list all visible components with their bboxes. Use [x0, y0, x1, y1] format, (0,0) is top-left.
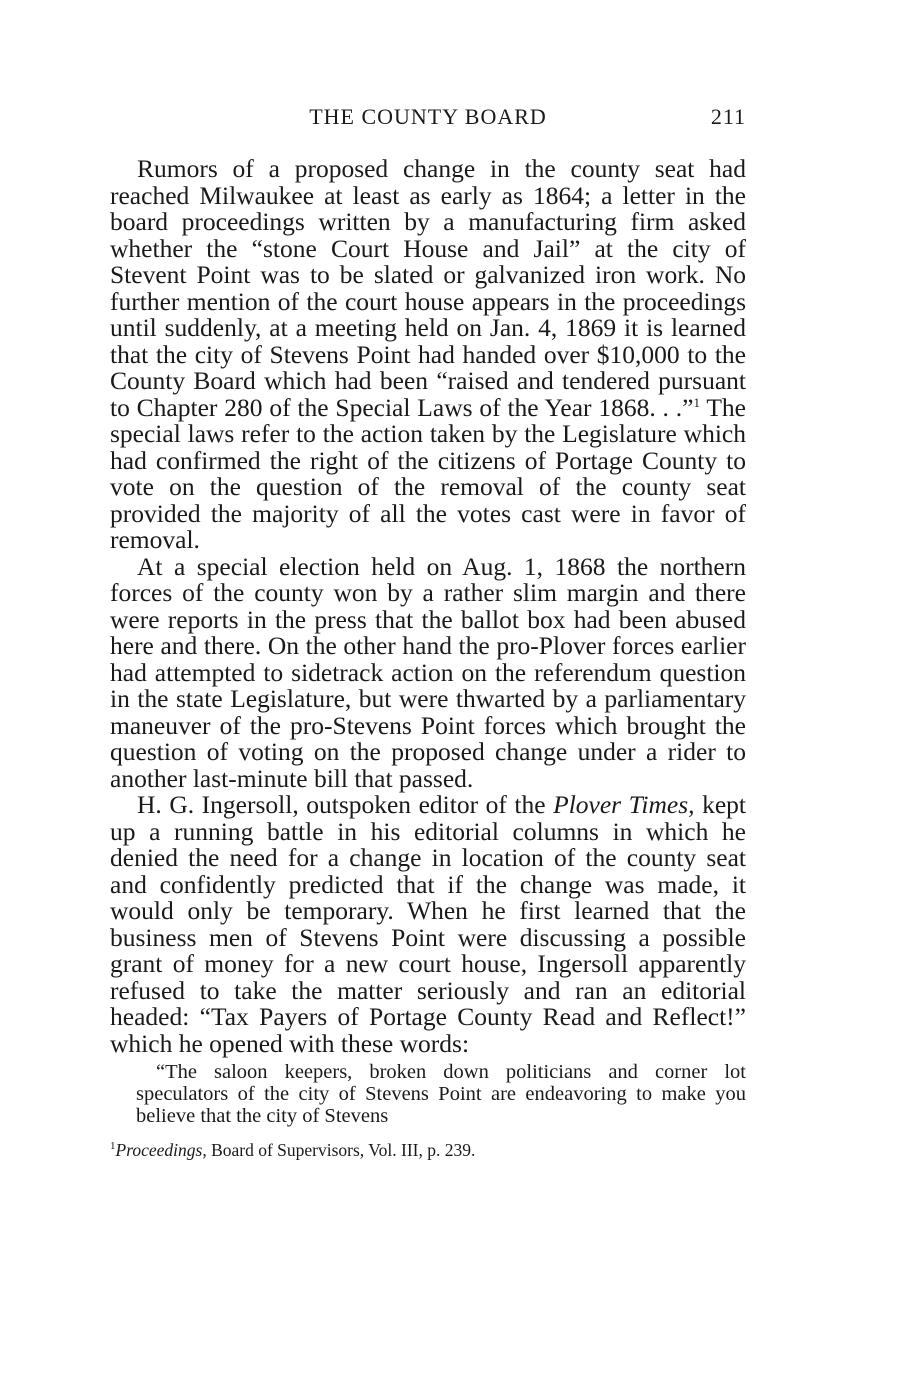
document-page — [110, 104, 746, 1161]
running-title: THE COUNTY BOARD — [309, 104, 547, 129]
paragraph-1 — [110, 156, 746, 554]
paragraph-1-text: Rumors of a proposed change in the county seat had reached Milwaukee at least as early as 1864; a letter in the board proceedings written by a manufacturing firm asked whether the “stone Court House and Jail” at the city of Stevent Point was to be slated or galvanized iron work. No further mention of the court house appears in the proceedings until suddenly, at a meeting held on Jan. 4, 1869 it is learned that the city of Stevens Point had handed over $10,000 to the County Board which had been “raised and tendered pursuant to Chapter 280 of the Special Laws of the Year 1868. . .” — [110, 154, 746, 422]
paragraph-3 — [110, 792, 746, 1057]
quote-text: “The saloon keepers, broken down politicians and corner lot speculators of the city of Stevens Point are endeavoring to make you believe that the city of Stevens — [136, 1061, 746, 1127]
paragraph-3-text: kept up a running battle in his editorial columns in which he denied the need for a change in location of the county seat and confidently predicted that if the change was made, it would only be temporary. When he first learned that the business men of Stevens Point were discussing a possible grant of money for a new court house, Ingersoll apparently refused to take the matter seriously and ran an editorial headed: “Tax Payers of Portage County Read and Reflect!” which he opened with these words: — [110, 790, 746, 1058]
footnote-source: Proceedings, — [115, 1140, 207, 1160]
footnote-text: Board of Supervisors, Vol. III, p. 239. — [206, 1140, 476, 1160]
newspaper-title: Plover Times, — [553, 790, 695, 819]
paragraph-1-continued: The special laws refer to the action taken by the Legislature which had confirmed the right of the citizens of Portage County to vote on the question of the removal of the county seat provided the majority of all the votes cast were in favor of removal. — [110, 392, 746, 554]
footnote-reference: 1 — [693, 394, 700, 410]
footnotes — [110, 1139, 746, 1161]
footnote-marker: 1 — [110, 1140, 116, 1153]
body-text — [110, 156, 746, 1057]
page-number: 211 — [710, 104, 746, 129]
footnote-1 — [110, 1139, 746, 1161]
running-header — [110, 104, 746, 134]
block-quote — [136, 1061, 746, 1127]
paragraph-3-lead: H. G. Ingersoll, outspoken editor of the — [137, 790, 554, 819]
paragraph-2: At a special election held on Aug. 1, 1868 the northern forces of the county won by a rather slim margin and there were reports in the press that the ballot box had been abused here and there. On the other hand the pro-Plover forces earlier had attempted to sidetrack action on the referendum question in the state Legislature, but were thwarted by a parliamentary maneuver of the pro-Stevens Point forces which brought the question of voting on the proposed change under a rider to another last-minute bill that passed. — [110, 551, 746, 793]
